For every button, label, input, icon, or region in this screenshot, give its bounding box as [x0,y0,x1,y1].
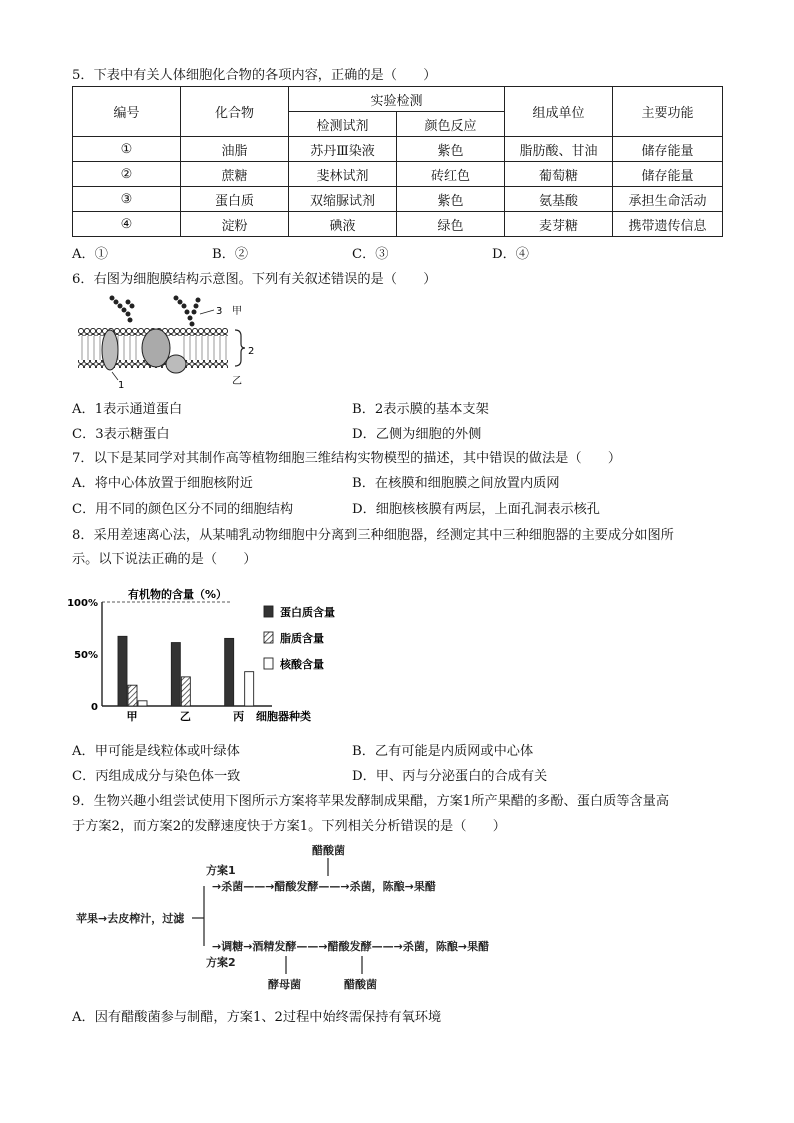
q9-option-a[interactable]: A．因有醋酸菌参与制醋，方案1、2过程中始终需保持有氧环境 [72,1010,442,1025]
table-cell: 碘液 [289,212,397,237]
legend-swatch [264,632,273,643]
brace-2 [235,330,245,366]
q7-option-a[interactable]: A．将中心体放置于细胞核附近 [72,476,253,491]
table-cell: 绿色 [397,212,505,237]
x-tick-label: 乙 [179,710,191,723]
acetic-bacteria-2: 醋酸菌 [344,978,377,991]
organelle-composition-chart [67,580,362,730]
q5-stem: 5．下表中有关人体细胞化合物的各项内容，正确的是（ ） [72,68,437,83]
table-row [73,187,723,212]
q6-option-d[interactable]: D．乙侧为细胞的外侧 [352,427,482,442]
x-tick-label: 丙 [233,710,245,723]
table-row [73,162,723,187]
q7-option-c[interactable]: C．用不同的颜色区分不同的细胞结构 [72,502,294,517]
header-reagent: 检测试剂 [289,112,397,137]
bar-丙-0 [225,638,234,706]
q5-option-d[interactable]: D．④ [492,247,529,262]
x-axis-label: 细胞器种类 [256,710,311,723]
q8-stem-line-2: 示。以下说法正确的是（ ） [72,552,257,567]
q8-option-a[interactable]: A．甲可能是线粒体或叶绿体 [72,744,240,759]
table-cell: 蛋白质 [181,187,289,212]
y-tick-label: 50% [74,650,98,661]
table-cell: 麦芽糖 [505,212,613,237]
q7-option-b[interactable]: B．在核膜和细胞膜之间放置内质网 [352,476,560,491]
q8-stem-line-1: 8．采用差速离心法，从某哺乳动物细胞中分离到三种细胞器，经测定其中三种细胞器的主要成分如图所 [72,528,674,543]
protein-3 [166,355,186,373]
yeast-label: 酵母菌 [268,978,301,991]
legend-label: 蛋白质含量 [280,606,335,619]
q7-stem: 7．以下是某同学对其制作高等植物细胞三维结构实物模型的描述，其中错误的做法是（ ） [72,451,622,466]
table-cell: 葡萄糖 [505,162,613,187]
table-cell: 油脂 [181,137,289,162]
legend-swatch [264,658,273,669]
table-cell: 双缩脲试剂 [289,187,397,212]
q5-option-b[interactable]: B．② [212,247,249,262]
table-cell: ③ [73,187,181,212]
glycocalyx [110,296,201,327]
table-cell: 脂肪酸、甘油 [505,137,613,162]
y-tick-label: 0 [91,702,98,713]
table-cell: 氨基酸 [505,187,613,212]
legend-label: 核酸含量 [280,658,324,671]
label-2: 2 [248,346,255,357]
bar-丙-2 [245,672,254,706]
table-row [73,137,723,162]
protein-1 [102,330,118,370]
q8-option-d[interactable]: D．甲、丙与分泌蛋白的合成有关 [352,769,548,784]
table-cell: 携带遗传信息 [613,212,723,237]
protein-2 [142,329,170,367]
q5-option-a[interactable]: A．① [72,247,108,262]
plan2-label: 方案2 [206,956,236,969]
header-function: 主要功能 [613,87,723,137]
chart-title: 有机物的含量（%） [128,588,228,601]
legend-label: 脂质含量 [280,632,324,645]
header-compound: 化合物 [181,87,289,137]
header-unit: 组成单位 [505,87,613,137]
acetic-bacteria-1: 醋酸菌 [312,844,345,857]
table-cell: 储存能量 [613,162,723,187]
plan1-chain: →杀菌——→醋酸发酵——→杀菌，陈酿→果醋 [212,880,436,893]
q6-option-c[interactable]: C．3表示糖蛋白 [72,427,170,442]
vinegar-flow-diagram [72,838,532,998]
header-color: 颜色反应 [397,112,505,137]
label-3: 3 [216,306,223,317]
table-cell: 苏丹Ⅲ染液 [289,137,397,162]
q5-table [72,86,723,237]
q5-option-c[interactable]: C．③ [352,247,389,262]
bar-甲-2 [138,701,147,706]
y-tick-label: 100% [67,598,98,609]
table-cell: 紫色 [397,137,505,162]
q6-option-a[interactable]: A．1表示通道蛋白 [72,402,183,417]
q6-stem: 6．右图为细胞膜结构示意图。下列有关叙述错误的是（ ） [72,272,437,287]
header-test: 实验检测 [289,87,505,112]
table-cell: 蔗糖 [181,162,289,187]
table-cell: ② [73,162,181,187]
bar-乙-1 [181,677,190,706]
flow-start: 苹果→去皮榨汁，过滤 [76,912,185,925]
table-cell: 紫色 [397,187,505,212]
q9-stem-line-2: 于方案2，而方案2的发酵速度快于方案1。下列相关分析错误的是（ ） [72,819,506,834]
table-cell: 斐林试剂 [289,162,397,187]
label-1: 1 [118,380,125,391]
bar-甲-0 [118,636,127,706]
bar-乙-0 [171,643,180,706]
table-row [73,212,723,237]
plan1-label: 方案1 [206,864,236,877]
header-id: 编号 [73,87,181,137]
table-cell: 承担生命活动 [613,187,723,212]
cell-membrane-diagram [72,292,262,392]
table-cell: ④ [73,212,181,237]
q8-option-b[interactable]: B．乙有可能是内质网或中心体 [352,744,534,759]
bar-甲-1 [128,685,137,706]
label-jia: 甲 [232,306,242,317]
table-cell: ① [73,137,181,162]
q7-option-d[interactable]: D．细胞核核膜有两层，上面孔洞表示核孔 [352,502,600,517]
q8-option-c[interactable]: C．丙组成成分与染色体一致 [72,769,241,784]
label-yi: 乙 [232,376,242,387]
table-cell: 砖红色 [397,162,505,187]
legend-swatch [264,606,273,617]
q9-stem-line-1: 9．生物兴趣小组尝试使用下图所示方案将苹果发酵制成果醋，方案1所产果醋的多酚、蛋白质等含量高 [72,794,670,809]
x-tick-label: 甲 [126,710,138,723]
plan2-chain: →调糖→酒精发酵——→醋酸发酵——→杀菌，陈酿→果醋 [212,940,490,953]
q6-option-b[interactable]: B．2表示膜的基本支架 [352,402,489,417]
table-cell: 淀粉 [181,212,289,237]
table-cell: 储存能量 [613,137,723,162]
